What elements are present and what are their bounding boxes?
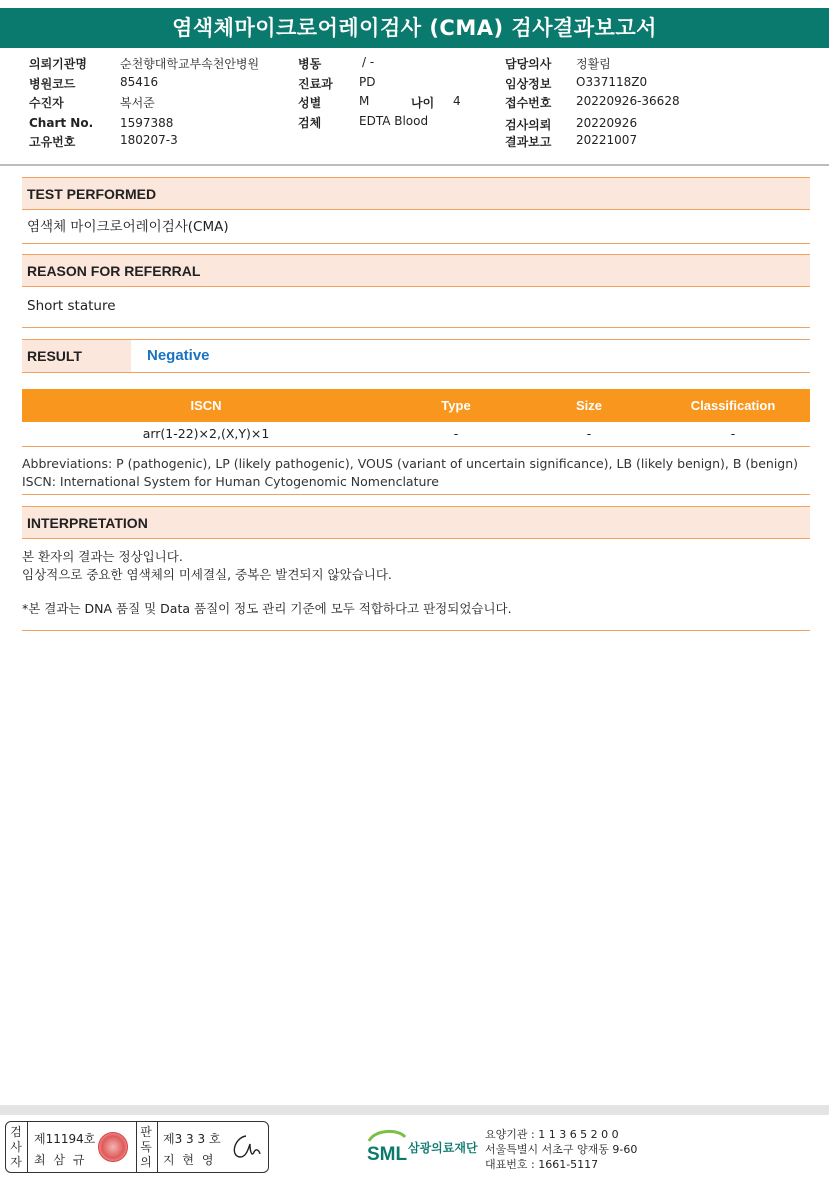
result-label: RESULT (22, 340, 131, 372)
inspector-label: 검사자 (10, 1125, 22, 1169)
report-date-label: 결과보고 (505, 135, 552, 149)
age-label: 나이 (411, 96, 435, 110)
doctor-label: 담당의사 (505, 57, 552, 71)
ward: / - (362, 55, 375, 69)
requesting-org: 순천향대학교부속천안병원 (120, 57, 260, 71)
org-phone: 대표번호 : 1661-5117 (485, 1158, 599, 1171)
interpretation-header: INTERPRETATION (22, 506, 810, 539)
header-row-5 (0, 133, 829, 152)
unique-no: 180207-3 (120, 133, 178, 147)
org-address: 서울특별시 서초구 양재동 9-60 (485, 1143, 638, 1156)
cnv-table (22, 389, 810, 447)
classification-value: - (730, 426, 736, 441)
signature-icon (226, 1130, 264, 1164)
inspector-no: 제11194호 (34, 1132, 96, 1146)
result-row (22, 339, 810, 373)
inspector-name: 최 삼 규 (34, 1153, 87, 1167)
sex: M (359, 94, 370, 108)
abbreviations-line-2: ISCN: International System for Human Cytogenomic Nomenclature (22, 474, 439, 489)
clinical-info: O337118Z0 (576, 75, 648, 89)
col-classification: Classification (690, 398, 776, 413)
reviewer-label: 판독의 (140, 1125, 152, 1169)
report-title: 염색체마이크로어레이검사 (CMA) 검사결과보고서 (0, 8, 829, 48)
result-value: Negative (147, 347, 210, 364)
brand-name: 삼광의료재단 (408, 1141, 478, 1155)
examinee: 복서준 (120, 96, 155, 110)
official-seal-icon (98, 1132, 128, 1162)
signature-box (5, 1121, 269, 1173)
table-header (22, 389, 810, 422)
test-performed-header: TEST PERFORMED (22, 177, 810, 210)
org-contact (485, 1127, 637, 1172)
reviewer-no: 제3 3 3 호 (163, 1132, 221, 1146)
type-value: - (453, 426, 459, 441)
col-type: Type (441, 398, 471, 413)
requesting-org-label: 의뢰기관명 (29, 57, 87, 71)
report-date: 20221007 (576, 133, 638, 147)
receipt-no: 20220926-36628 (576, 94, 680, 108)
dept-label: 진료과 (298, 77, 333, 91)
request-date-label: 검사의뢰 (505, 118, 552, 132)
test-performed-value: 염색체 마이크로어레이검사(CMA) (22, 210, 810, 244)
iscn-value: arr(1-22)×2,(X,Y)×1 (142, 426, 270, 441)
chart-no: 1597388 (120, 116, 174, 130)
header-row-2 (0, 75, 829, 94)
org-code: 요양기관 : 1 1 3 6 5 2 0 0 (485, 1128, 619, 1141)
hospital-code-label: 병원코드 (29, 77, 76, 91)
hospital-code: 85416 (120, 75, 159, 89)
patient-info-header (0, 55, 829, 155)
header-divider (0, 164, 829, 166)
reason-value: Short stature (22, 287, 810, 328)
interpretation-text (22, 548, 812, 618)
receipt-no-label: 접수번호 (505, 96, 552, 110)
request-date: 20220926 (576, 116, 638, 130)
reviewer-name: 지 현 영 (163, 1153, 216, 1167)
header-row-1 (0, 55, 829, 74)
interpretation-line-1: 본 환자의 결과는 정상입니다. (22, 549, 183, 564)
interpretation-divider (22, 630, 810, 631)
footer-divider (0, 1105, 829, 1115)
size-value: - (586, 426, 592, 441)
chart-no-label: Chart No. (29, 116, 94, 130)
age: 4 (453, 94, 461, 108)
table-row (22, 422, 810, 447)
examinee-label: 수진자 (29, 96, 64, 110)
ward-label: 병동 (298, 57, 322, 71)
interpretation-note: *본 결과는 DNA 품질 및 Data 품질이 정도 관리 기준에 모두 적합하다고 판정되었습니다. (22, 601, 512, 616)
abbreviations (22, 455, 812, 491)
clinical-info-label: 임상정보 (505, 77, 552, 91)
sml-mark: SML (367, 1144, 408, 1165)
dept: PD (359, 75, 376, 89)
doctor: 정활림 (576, 57, 611, 71)
interpretation-line-2: 임상적으로 중요한 염색체의 미세결실, 중복은 발견되지 않았습니다. (22, 566, 392, 582)
sex-label: 성별 (298, 96, 322, 110)
specimen: EDTA Blood (359, 114, 429, 128)
header-row-4 (0, 114, 829, 133)
unique-no-label: 고유번호 (29, 135, 76, 149)
col-size: Size (575, 398, 602, 413)
abbreviations-line-1: Abbreviations: P (pathogenic), LP (likely pathogenic), VOUS (variant of uncertain significance), LB (likely benign), B (benign) (22, 456, 799, 471)
specimen-label: 검체 (298, 116, 322, 130)
abbreviations-divider (22, 494, 810, 495)
col-iscn: ISCN (190, 398, 222, 413)
reason-header: REASON FOR REFERRAL (22, 254, 810, 287)
header-row-3 (0, 94, 829, 113)
